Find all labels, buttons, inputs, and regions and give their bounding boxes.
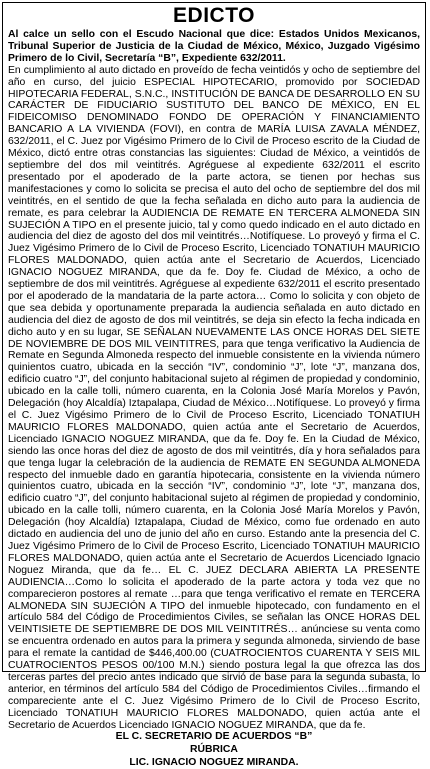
signature-title: EL C. SECRETARIO DE ACUERDOS “B” — [115, 731, 313, 743]
signature-name: LIC. IGNACIO NOGUEZ MIRANDA. — [129, 756, 299, 768]
legal-notice — [2, 2, 426, 768]
signature-rubrica: RÚBRICA — [190, 744, 238, 756]
notice-title: EDICTO — [173, 4, 255, 27]
signature-block — [8, 731, 420, 769]
notice-body-paragraph: En cumplimiento al auto dictado en proveído de fecha veintidós y ocho de septiembre del año en curso, del juicio ESPECIAL HIPOTECARIO, promovido por SOCIEDAD HIPOTECARIA FEDERAL, S.N.C., INSTITUCIÓN DE BANCA DE DESARROLLO EN SU CARÁCTER DE FIDUCIARIO SUSTITUTO DEL BANCO DE MÉXICO, EN EL FIDEICOMISO DENOMINADO FONDO DE OPERACIÓN Y FINANCIAMIENTO BANCARIO A LA VIVIENDA (FOVI), en contra de MARÍA LUISA ZAVALA MÉNDEZ, 632/2011, el C. Juez por Vigésimo Primero de lo Civil de Proceso escrito de la Ciudad de México, dictó entre otras constancias las siguientes: Ciudad de México, a veintidós de septiembre del dos mil veintitrés. Agréguese al expediente 632/2011 el escrito presentado por el apoderado de la parte actora, se tienen por hechas sus manifestaciones y como lo solicita se precisa el auto del ocho de septiembre del dos mil veintitrés, en el sentido de que la fecha señalada en dicho auto para la audiencia de remate, es para celebrar la AUDIENCIA DE REMATE EN TERCERA ALMONEDA SIN SUJECIÓN A TIPO en el presente juicio, tal y como quedo indicado en el auto dictado en audiencia del diez de agosto del dos mil veintitrés…Notifíquese. Lo proveyó y firma el C. Juez Vigésimo Primero de lo Civil de Proceso Escrito, Licenciado TONATIUH MAURICIO FLORES MALDONADO, quien actúa ante el Secretario de Acuerdos, Licenciado IGNACIO NOGUEZ MIRANDA, que da fe. Doy fe. Ciudad de México, a ocho de septiembre de dos mil veintitrés. Agréguese al expediente 632/2011 el escrito presentado por el apoderado de la mandataria de la parte actora… Como lo solicita y con objeto de que sea debida y oportunamente preparada la audiencia señalada en auto dictado en audiencia del diez de agosto de dos mil veintitrés, se deja sin efecto la fecha indicada en dicho auto y en su lugar, SE SEÑALAN NUEVAMENTE LAS ONCE HORAS DEL SIETE DE NOVIEMBRE DE DOS MIL VEINTITRES, para que tenga verificativo la Audiencia de Remate en Segunda Almoneda respecto del inmueble consistente en la vivienda número quinientos cuatro, ubicada en la sección “IV”, condominio “J”, lote “J”, manzana dos, edificio cuatro “J”, del conjunto habitacional sujeto al régimen de propiedad y condominio, ubicado en la calle tolli, número cuarenta, en la Colonia José María Morelos y Pavón, Delegación (hoy Alcaldía) Iztapalapa, Ciudad de México…Notifíquese. Lo proveyó y firma el C. Juez Vigésimo Primero de lo Civil de Proceso Escrito, Licenciado TONATIUH MAURICIO FLORES MALDONADO, quien actúa ante el Secretario de Acuerdos, Licenciado IGNACIO NOGUEZ MIRANDA, que da fe. Doy fe. En la Ciudad de México, siendo las once horas del diez de agosto de dos mil veintitrés, día y hora señalados para que tenga lugar la celebración de la audiencia de REMATE EN SEGUNDA ALMONEDA respecto del inmueble dado en garantía hipotecaria, consistente en la vivienda número quinientos cuatro, ubicada en la sección “IV”, condominio “J”, lote “J”, manzana dos, edificio cuatro “J”, del conjunto habitacional sujeto al régimen de propiedad y condominio, ubicado en la calle tolli, número cuarenta, en la Colonia José María Morelos y Pavón, Delegación (hoy Alcaldía) Iztapalapa, Ciudad de México, como fue ordenado en auto dictado en audiencia del uno de junio del año en curso. Estando ante la presencia del C. Juez Vigésimo Primero de lo Civil de Proceso Escrito, Licenciado TONATIUH MAURICIO FLORES MALDONADO, quien actúa ante el Secretario de Acuerdos Licenciado Ignacio Noguez Miranda, que da fe… EL C. JUEZ DECLARA ABIERTA LA PRESENTE AUDIENCIA…Como lo solicita el apoderado de la parte actora y toda vez que no comparecieron postores al remate …para que tenga verificativo el remate en TERCERA ALMONEDA SIN SUJECIÓN A TIPO del inmueble hipotecado, con fundamento en el artículo 584 del Código de Procedimientos Civiles, se señalan las ONCE HORAS DEL VEINTISIETE DE SEPTIEMBRE DE DOS MIL VEINTITRÉS… anúnciese su venta como se encuentra ordenado en autos para la primera y segunda almoneda, sirviendo de base para el remate la cantidad de $446,400.00 (CUATROCIENTOS CUARENTA Y SEIS MIL CUATROCIENTOS PESOS 00/100 M.N.) siendo postura legal la que ofrezca las dos terceras partes del precio antes indicado que sirvió de base para la segunda subasta, lo anterior, en términos del artículo 584 del Código de Procedimientos Civiles…firmando el compareciente ante el C. Juez Vigésimo Primero de lo Civil de Proceso Escrito, Licenciado TONATIUH MAURICIO FLORES MALDONADO, quien actúa ante el Secretario de Acuerdos Licenciado IGNACIO NOGUEZ MIRANDA, que da fe. — [8, 64, 420, 731]
notice-lead-paragraph: Al calce un sello con el Escudo Nacional que dice: Estados Unidos Mexicanos, Tribunal Superior de Justicia de la Ciudad de México, México, Juzgado Vigésimo Primero de lo Civil, Secretaría “B”, Expediente 632/2011. — [8, 29, 420, 64]
